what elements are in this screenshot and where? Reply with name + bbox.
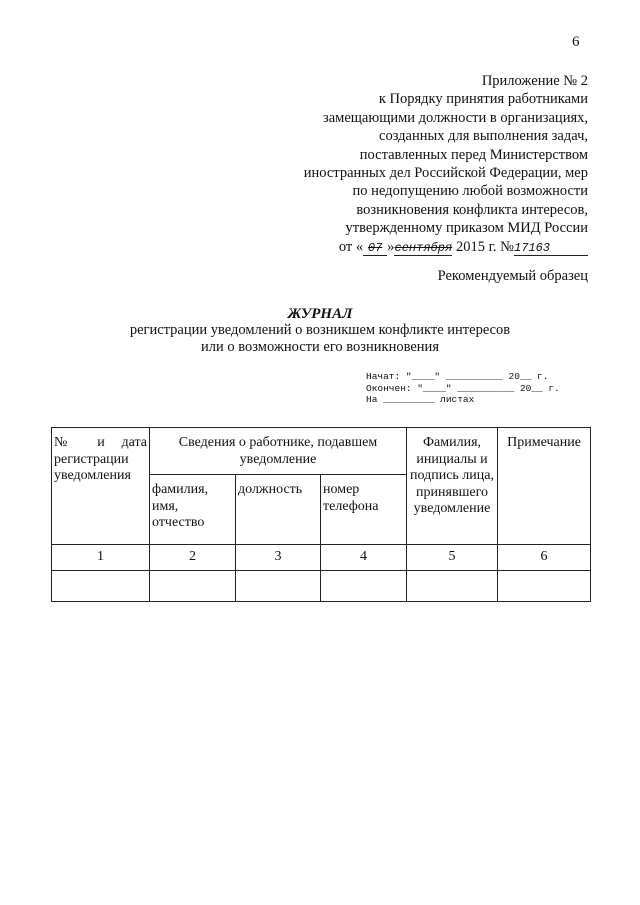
meta-started: Начат: "____" __________ 20__ г. <box>366 371 549 382</box>
appendix-line: возникновения конфликта интересов, <box>356 201 588 218</box>
page-subtitle <box>0 322 640 356</box>
appendix-line: поставленных перед Министерством <box>359 146 588 163</box>
table-cell <box>321 571 407 602</box>
appendix-line: к Порядку принятия работниками <box>378 91 588 108</box>
header-line: регистрации <box>54 451 129 467</box>
order-month: сентября <box>394 240 453 255</box>
order-prefix: от « <box>338 238 364 255</box>
page-title: ЖУРНАЛ <box>287 306 353 322</box>
order-number: 17163 <box>514 242 588 256</box>
column-number: 6 <box>498 545 591 571</box>
table-cell <box>150 571 236 602</box>
meta-ended: Окончен: "____" __________ 20__ г. <box>366 382 560 394</box>
column-number: 1 <box>52 545 150 571</box>
appendix-line: замещающими должности в организациях, <box>322 109 588 126</box>
journal-table <box>51 427 591 602</box>
appendix-block <box>228 72 588 256</box>
column-number: 2 <box>150 545 236 571</box>
order-date-line <box>228 238 588 256</box>
page-number: 6 <box>572 34 580 50</box>
appendix-line: по недопущению любой возможности <box>352 183 588 200</box>
column-number: 3 <box>236 545 321 571</box>
order-mid: » <box>387 238 395 255</box>
column-number: 5 <box>407 545 498 571</box>
subtitle-line: или о возможности его возникновения <box>201 339 439 355</box>
appendix-line: иностранных дел Российской Федерации, мер <box>303 165 588 182</box>
meta-sheets: На _________ листах <box>366 394 475 405</box>
table-cell <box>498 571 591 602</box>
header-receiver: Фамилия, инициалы и подпись лица, принявшего уведомление <box>407 428 498 545</box>
header-phone: номер телефона <box>321 475 407 545</box>
header-full-name: фамилия, имя, отчество <box>150 475 236 545</box>
order-day: 07 <box>363 242 387 256</box>
table-cell <box>52 571 150 602</box>
header-employee-info: Сведения о работнике, подавшем уведомление <box>150 428 407 475</box>
appendix-line: утвержденному приказом МИД России <box>345 220 588 237</box>
table-row <box>52 571 591 602</box>
table-cell <box>407 571 498 602</box>
header-line: уведомления <box>54 468 131 483</box>
table-cell <box>236 571 321 602</box>
journal-meta <box>366 371 560 406</box>
header-reg-number-date <box>52 428 150 545</box>
sample-label: Рекомендуемый образец <box>437 268 588 284</box>
header-line: № и дата <box>54 435 147 450</box>
appendix-line: созданных для выполнения задач, <box>379 128 588 145</box>
column-number: 4 <box>321 545 407 571</box>
header-note: Примечание <box>498 428 591 545</box>
appendix-line: Приложение № 2 <box>481 73 588 89</box>
header-position: должность <box>236 475 321 545</box>
order-year: 2015 г. № <box>452 238 514 255</box>
subtitle-line: регистрации уведомлений о возникшем конфликте интересов <box>129 322 511 338</box>
